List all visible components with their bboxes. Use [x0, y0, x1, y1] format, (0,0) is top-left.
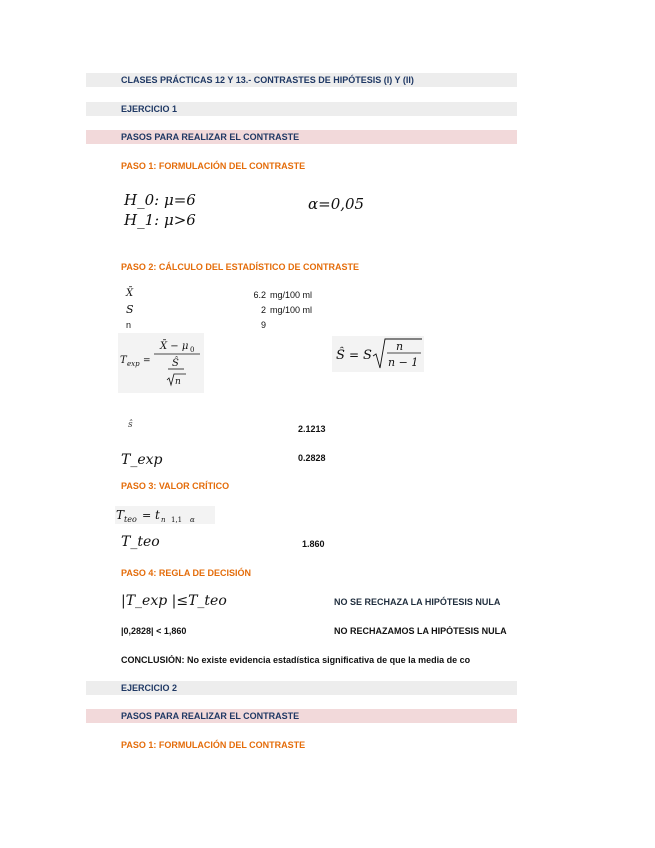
svg-text:n: n: [396, 340, 404, 353]
svg-text:α: α: [190, 516, 195, 524]
step-3-heading: PASO 3: VALOR CRÍTICO: [121, 481, 230, 491]
steps-label-2: PASOS PARA REALIZAR EL CONTRASTE: [121, 711, 300, 721]
alternative-hypothesis: H_1: μ>6: [124, 211, 196, 229]
n-symbol: n: [126, 320, 132, 330]
svg-text:t: t: [155, 508, 160, 522]
conclusion: CONCLUSIÓN: No existe evidencia estadística significativa de que la media de co: [121, 655, 471, 665]
texp-formula-graphic: [118, 333, 204, 393]
s-symbol: S: [126, 303, 134, 316]
step-1-heading: PASO 1: FORMULACIÓN DEL CONTRASTE: [121, 161, 306, 171]
comparison: |0,2828| < 1,860: [121, 626, 187, 636]
svg-text:n − 1: n − 1: [388, 356, 419, 369]
svg-text:exp: exp: [127, 360, 140, 368]
page-title: CLASES PRÁCTICAS 12 Y 13.- CONTRASTES DE HIPÓTESIS (I) Y (II): [121, 75, 414, 85]
significance-level: α=0,05: [308, 195, 365, 213]
comparison-result: NO RECHAZAMOS LA HIPÓTESIS NULA: [334, 626, 507, 636]
xbar-unit: mg/100 ml: [270, 290, 313, 300]
xbar-value: 6.2: [253, 290, 266, 300]
svg-text:teo: teo: [124, 515, 137, 524]
shat-value: 2.1213: [298, 424, 326, 434]
svg-text:T: T: [116, 508, 125, 522]
n-value: 9: [260, 320, 266, 330]
xbar-symbol: X̄: [126, 288, 134, 299]
svg-text:=: =: [349, 348, 360, 362]
exercise-1-label: EJERCICIO 1: [121, 104, 178, 114]
texp-label: T_exp: [121, 452, 163, 468]
exercise-2-label: EJERCICIO 2: [121, 683, 178, 693]
svg-text:Ŝ: Ŝ: [172, 358, 179, 369]
tteo-label: T_teo: [121, 534, 160, 550]
shat-label: ŝ: [128, 420, 133, 430]
shat-formula-graphic: [332, 336, 424, 372]
step-4-heading: PASO 4: REGLA DE DECISIÓN: [121, 568, 252, 578]
rule-result: NO SE RECHAZA LA HIPÓTESIS NULA: [334, 597, 501, 607]
svg-text:S: S: [363, 348, 372, 363]
null-hypothesis: H_0: μ=6: [124, 191, 196, 209]
svg-text:Ŝ: Ŝ: [336, 348, 345, 363]
step-1-heading-ex2: PASO 1: FORMULACIÓN DEL CONTRASTE: [121, 740, 306, 750]
tteo-formula-graphic: [115, 506, 215, 524]
svg-text:n: n: [161, 516, 166, 524]
svg-text:X̄ − μ: X̄ − μ: [160, 341, 189, 352]
step-2-heading: PASO 2: CÁLCULO DEL ESTADÍSTICO DE CONTRASTE: [121, 262, 360, 272]
shat-formula: [332, 336, 424, 372]
s-unit: mg/100 ml: [270, 305, 313, 315]
svg-text:T: T: [120, 355, 127, 366]
tteo-value: 1.860: [302, 539, 325, 549]
svg-text:=: =: [142, 509, 152, 522]
decision-rule: |T_exp |≤T_teo: [121, 593, 227, 609]
tteo-formula: [115, 506, 215, 524]
s-value: 2: [260, 305, 266, 315]
svg-text:=: =: [143, 356, 151, 366]
svg-text:0: 0: [190, 346, 195, 354]
texp-formula: [118, 333, 204, 393]
svg-text:n: n: [175, 377, 181, 387]
texp-value: 0.2828: [298, 453, 326, 463]
svg-text:1,1: 1,1: [171, 516, 183, 524]
steps-label-1: PASOS PARA REALIZAR EL CONTRASTE: [121, 132, 300, 142]
